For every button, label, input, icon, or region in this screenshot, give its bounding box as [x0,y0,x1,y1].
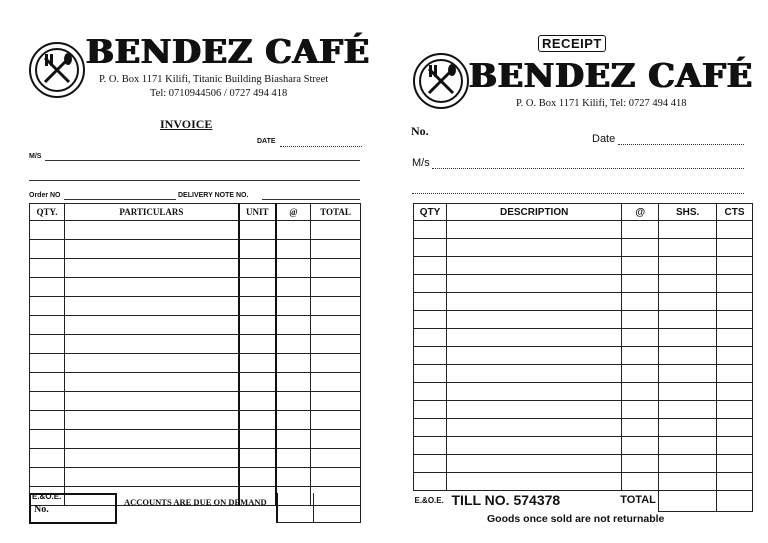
invoice-no-box[interactable] [29,493,117,524]
receipt-total-row[interactable] [414,491,753,512]
invoice-no-label: No. [34,504,49,515]
invoice-ms-label: M/S [29,153,42,160]
table-row[interactable] [30,449,361,468]
receipt-col-cts: CTS [717,204,753,221]
receipt-brand-name: BENDEZ CAFÉ [469,56,754,95]
invoice-col-particulars: PARTICULARS [64,204,238,221]
receipt-items-table [413,203,753,512]
invoice-accounts-note: ACCOUNTS ARE DUE ON DEMAND [124,497,267,507]
invoice-brand-name: BENDEZ CAFÉ [86,32,371,71]
table-row[interactable] [30,411,361,430]
table-row[interactable] [30,354,361,373]
invoice-items-table [29,203,361,506]
cutlery-logo-icon [29,42,85,98]
receipt-badge: RECEIPT [538,35,606,52]
invoice-delivery-note-field[interactable] [262,199,360,200]
cutlery-logo-icon [413,53,469,109]
receipt-footer-note: Goods once sold are not returnable [487,513,665,525]
table-row[interactable] [414,437,753,455]
table-row[interactable] [414,221,753,239]
table-row[interactable] [414,257,753,275]
table-row[interactable] [30,278,361,297]
receipt-eoe-label: E.&O.E. [414,496,444,505]
receipt-address: P. O. Box 1171 Kilifi, Tel: 0727 494 418 [516,98,687,109]
table-row[interactable] [30,297,361,316]
table-row[interactable] [414,239,753,257]
table-row[interactable] [30,392,361,411]
table-row[interactable] [30,240,361,259]
table-row[interactable] [414,455,753,473]
invoice-col-at: @ [276,204,311,221]
invoice-col-qty: QTY. [30,204,65,221]
receipt-date-label: Date [592,133,616,145]
receipt-col-at: @ [622,204,659,221]
invoice-col-total: TOTAL [311,204,361,221]
invoice-date-field[interactable] [280,146,362,147]
invoice-total-box-2[interactable] [312,493,361,523]
invoice-ms-field-line2[interactable] [29,180,360,181]
receipt-ms-field[interactable] [432,168,744,169]
table-row[interactable] [414,401,753,419]
table-row[interactable] [414,473,753,491]
table-row[interactable] [414,365,753,383]
invoice-col-unit: UNIT [239,204,276,221]
invoice-total-box[interactable] [276,493,314,523]
invoice-ms-field[interactable] [45,160,360,161]
table-row[interactable] [30,430,361,449]
receipt-total-label: TOTAL [620,494,656,506]
table-row[interactable] [414,419,753,437]
receipt-col-shs: SHS. [659,204,717,221]
receipt-col-description: DESCRIPTION [446,204,621,221]
invoice-order-no-field[interactable] [64,199,176,200]
table-row[interactable] [30,335,361,354]
table-row[interactable] [30,373,361,392]
table-row[interactable] [30,221,361,240]
invoice-title: INVOICE [160,117,213,131]
table-row[interactable] [414,347,753,365]
table-row[interactable] [30,259,361,278]
table-row[interactable] [30,316,361,335]
receipt-date-field[interactable] [618,144,744,145]
receipt-no-label: No. [411,124,429,138]
table-row[interactable] [414,293,753,311]
table-row[interactable] [414,275,753,293]
invoice-eoe-label: E.&O.E. [30,487,65,506]
invoice-order-no-label: Order NO [29,192,61,199]
invoice-address: P. O. Box 1171 Kilifi, Titanic Building Biashara Street [99,74,329,85]
receipt-ms-label: M/s [412,157,430,169]
receipt-till-number: TILL NO. 574378 [451,492,561,508]
receipt-ms-field-line2[interactable] [412,193,744,194]
table-row[interactable] [414,383,753,401]
table-row[interactable] [414,329,753,347]
invoice-date-label: DATE [257,138,276,145]
table-row[interactable] [414,311,753,329]
table-row[interactable] [30,468,361,487]
invoice-telephone: Tel: 0710944506 / 0727 494 418 [150,88,288,99]
receipt-col-qty: QTY [414,204,447,221]
invoice-delivery-note-label: DELIVERY NOTE NO. [178,192,249,199]
